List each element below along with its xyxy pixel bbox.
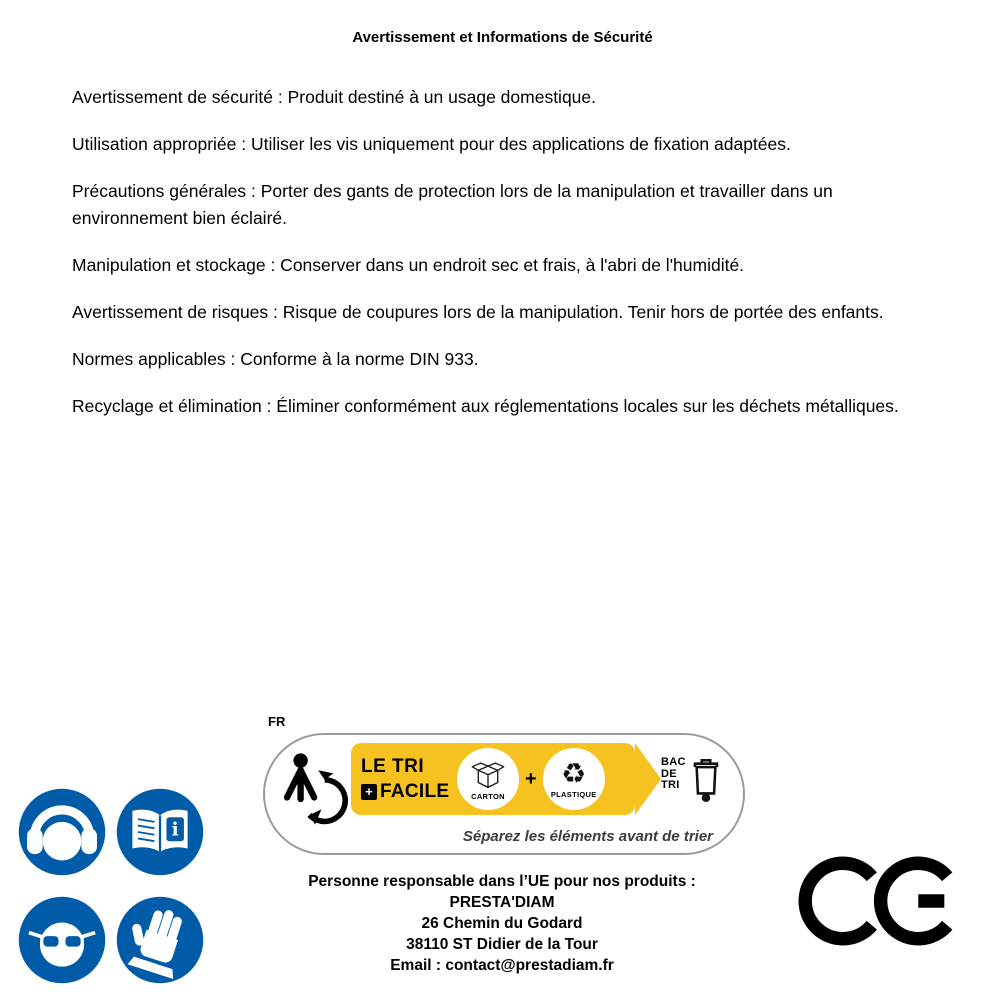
carton-label: CARTON [471,792,505,801]
company-name: PRESTA'DIAM [449,894,555,911]
responsible-person-block [242,871,762,976]
bac-de-tri-text [661,757,686,792]
wear-ear-protection-icon [16,786,108,878]
bac-line: BAC [661,756,686,768]
recycling-symbol-icon: ♻ [561,757,587,790]
paragraph-appropriate-use: Utilisation appropriée : Utiliser les vis uniquement pour des applications de fixation adaptées. [72,134,791,154]
paragraph-handling-storage: Manipulation et stockage : Conserver dans un endroit sec et frais, à l'abri de l'humidité. [72,255,745,275]
contact-email: Email : contact@prestadiam.fr [390,957,614,974]
page-title: Avertissement et Informations de Sécurité [352,29,653,46]
facile-text: FACILE [380,780,450,802]
sorting-tagline: Séparez les éléments avant de trier [462,828,713,845]
le-tri-text: LE TRI [361,755,425,777]
de-line: DE [661,767,677,780]
plus-separator: + [525,767,537,790]
paragraph-risk-warning: Avertissement de risques : Risque de coupures lors de la manipulation. Tenir hors de portée des enfants. [72,302,884,322]
paragraph-recycling: Recyclage et élimination : Éliminer conformément aux réglementations locales sur les déchets métalliques. [72,396,899,416]
material-carton [457,748,519,810]
country-code-label: FR [268,714,286,729]
tri-facile-label [263,733,745,855]
sorting-bin-icon [689,753,723,805]
paragraph-general-precautions: Précautions générales : Porter des gants de protection lors de la manipulation et travailler dans un environnement bien éclairé. [72,181,833,228]
info-i-glyph: i [171,819,179,841]
tri-facile-wordmark [361,756,457,803]
plus-box-icon: + [361,784,377,800]
address-line-1: 26 Chemin du Godard [421,915,583,932]
wear-protective-gloves-icon [114,894,206,986]
wear-eye-protection-icon [16,894,108,986]
safety-paragraphs [72,84,938,440]
read-instruction-manual-icon [114,786,206,878]
paragraph-standards: Normes applicables : Conforme à la norme DIN 933. [72,349,479,369]
responsible-heading: Personne responsable dans l’UE pour nos produits : [308,873,696,890]
address-line-2: 38110 ST Didier de la Tour [406,936,598,953]
material-plastique [543,748,605,810]
paragraph-safety-warning: Avertissement de sécurité : Produit destiné à un usage domestique. [72,87,597,107]
mandatory-pictograms [16,786,206,986]
tri-line: TRI [661,779,680,791]
triman-icon [279,745,351,833]
ce-marking-icon [798,856,956,946]
yellow-arrow-icon [635,743,661,815]
plastique-label: PLASTIQUE [550,790,597,799]
tri-facile-band [351,743,635,815]
carton-box-icon [466,757,510,791]
